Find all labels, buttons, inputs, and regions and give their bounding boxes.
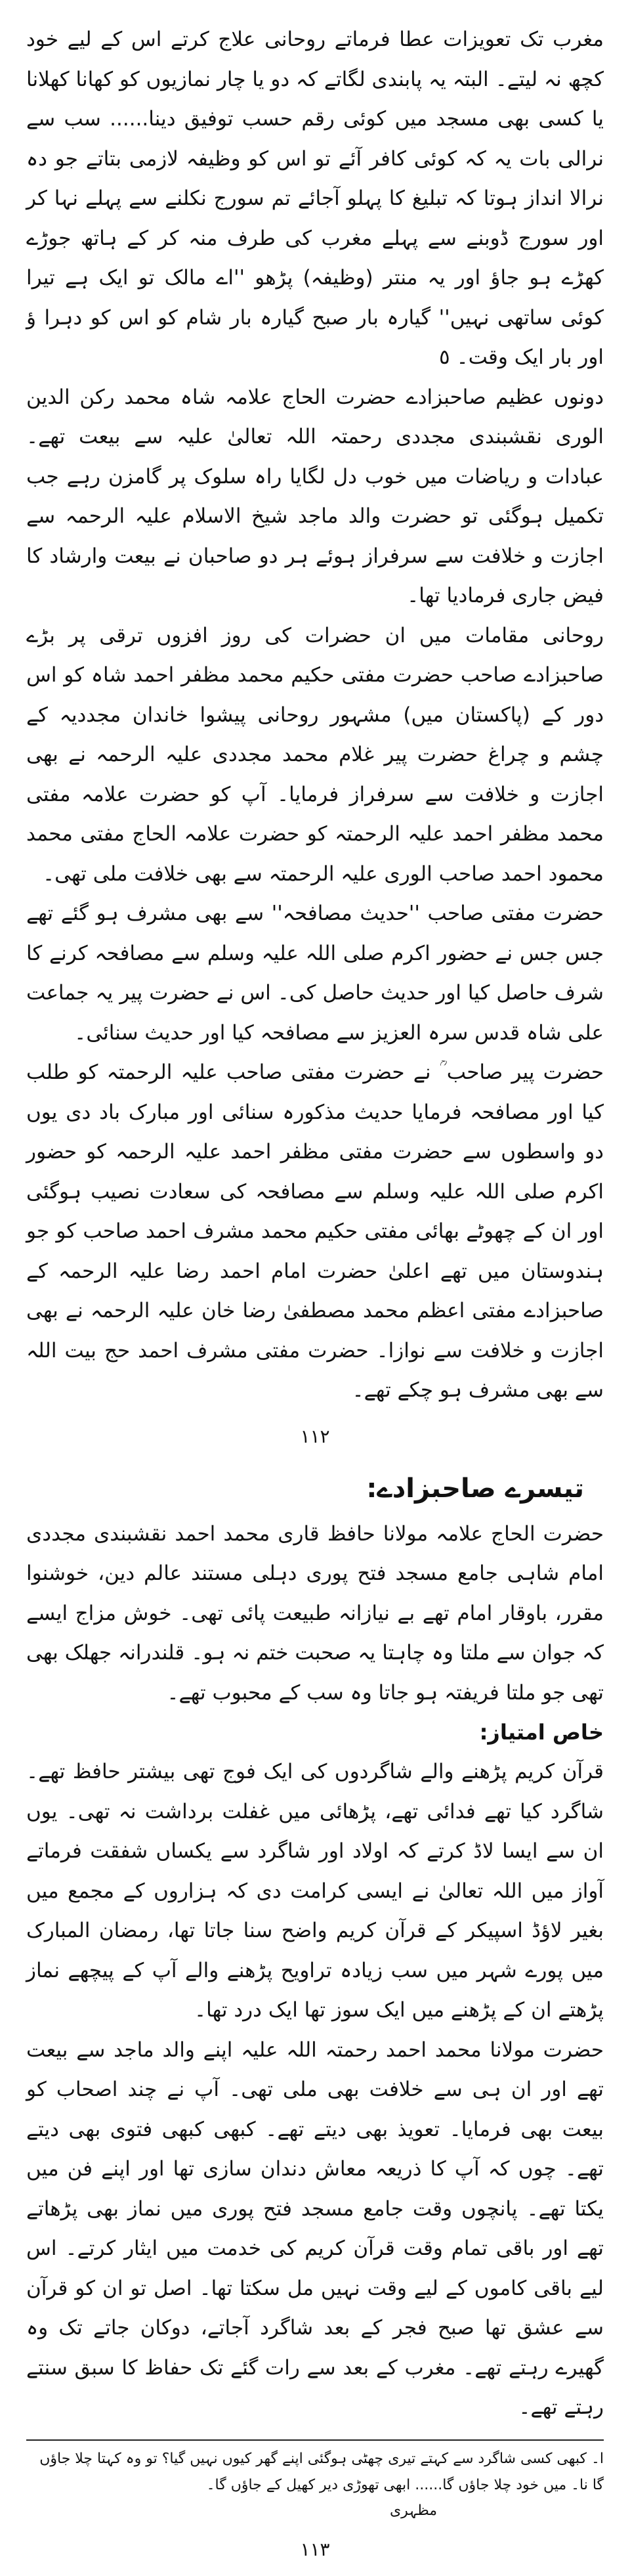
spacer — [26, 2428, 604, 2435]
paragraph: مغرب تک تعویزات عطا فرماتے روحانی علاج کرتے اس کے لیے خود کچھ نہ لیتے۔ البتہ یہ پابندی لگاتے کہ دو یا چار نمازیوں کو کھانا کھلانا یا کسی بھی مسجد میں کوئی رقم حسب توفیق دینا...... سب سے نرالی بات یہ کہ کوئی کافر آئے تو اس کو وظیفہ لازمی بتاتے جو دہ نرالا انداز ہوتا کہ تبلیغ کا پہلو آجائے تم سورج نکلنے سے پہلے نہا کر اور سورج ڈوبنے سے پہلے مغرب کی طرف منہ کر کے ہاتھ جوڑے کھڑے ہو جاؤ اور یہ منتر (وظیفہ) پڑھو ''اے مالک تو ایک ہے تیرا کوئی ساتھی نہیں'' گیارہ بار صبح گیارہ بار شام کو اس کو دہرا ؤ اور بار ایک وقت۔ ٥ — [26, 28, 604, 369]
page-number: ۱۱۲ — [300, 1425, 330, 1447]
section-heading: تیسرے صاحبزادے: — [366, 1473, 584, 1504]
section-third-son — [26, 1463, 604, 2428]
paragraph: قرآن کریم پڑھنے والے شاگردوں کی ایک فوج تھی بیشتر حافظ تھے۔ شاگرد کیا تھے فدائی تھے، پڑھائی میں غفلت برداشت نہ تھی۔ یوں ان سے ایسا لاڈ کرتے کہ اولاد اور شاگرد سے یکساں شفقت فرماتے آواز میں اللہ تعالیٰ نے ایسی کرامت دی کہ ہزاروں کے مجمع میں بغیر لاؤڈ اسپیکر کے قرآن کریم واضح سنا جاتا تھا، رمضان المبارک میں پورے شہر میں سب زیادہ تراویح پڑھنے والے آپ کے پیچھے نماز پڑھتے ان کے پڑھنے میں ایک سوز تھا ایک درد تھا۔ — [26, 1760, 604, 2022]
paragraph: حضرت پیر صاحب ؒ نے حضرت مفتی صاحب علیہ الرحمتہ کو طلب کیا اور مصافحہ فرمایا حدیث مذکورہ سنائی اور مبارک باد دی یوں دو واسطوں سے حضرت مفتی مظفر احمد علیہ الرحمہ کو حضور اکرم صلی اللہ علیہ وسلم سے مصافحہ کی سعادت نصیب ہوگئی اور ان کے چھوٹے بھائی مفتی حکیم محمد مشرف احمد صاحب کو جو ہندوستان میں تھے اعلیٰ حضرت امام احمد رضا علیہ الرحمہ کے صاحبزادے مفتی اعظم محمد مصطفیٰ رضا خان علیہ الرحمہ نے بھی اجازت و خلافت سے نوازا۔ حضرت مفتی مشرف احمد حج بیت اللہ سے بھی مشرف ہو چکے تھے۔ — [26, 1060, 604, 1402]
footnote-divider — [26, 2439, 604, 2441]
section-first — [26, 20, 604, 1410]
footnote-text: ا۔ کبھی کسی شاگرد سے کہتے تیری چھٹی ہوگئی اپنے گھر کیوں نہیں گیا؟ تو وہ کہتا چلا جاؤں گا نا۔ میں خود چلا جاؤں گا...... ابھی تھوڑی دیر کھیل کے جاؤں گا۔ — [39, 2450, 604, 2493]
page-number: ۱۱۳ — [300, 2538, 330, 2560]
footnote-signature: مظہری — [389, 2502, 438, 2519]
paragraph: حضرت مولانا محمد احمد رحمتہ اللہ علیہ اپنے والد ماجد سے بیعت تھے اور ان ہی سے خلافت بھی ملی تھی۔ آپ نے چند اصحاب کو بیعت بھی فرمایا۔ تعویذ بھی دیتے تھے۔ کبھی کبھی فتوی بھی دیتے تھے۔ چوں کہ آپ کا ذریعہ معاش دندان سازی تھا اور اپنے فن میں یکتا تھے۔ پانچوں وقت جامع مسجد فتح پوری میں نماز بھی پڑھاتے تھے اور باقی تمام وقت قرآن کریم کی خدمت میں ایثار کرتے۔ اس لیے باقی کاموں کے لیے وقت نہیں مل سکتا تھا۔ اصل تو ان کو قرآن سے عشق تھا صبح فجر کے بعد شاگرد آجاتے، دوکان جاتے تک وہ گھیرے رہتے تھے۔ مغرب کے بعد سے رات گئے تک حفاظ کا سبق سنتے رہتے تھے۔ — [26, 2038, 604, 2419]
footnote — [26, 2446, 604, 2523]
paragraph: روحانی مقامات میں ان حضرات کی روز افزوں ترقی پر بڑے صاحبزادے صاحب حضرت مفتی حکیم محمد مظفر احمد شاہ کو اس دور کے (پاکستان میں) مشہور روحانی پیشوا خاندان مجددیہ کے چشم و چراغ حضرت پیر غلام محمد مجددی علیہ الرحمہ نے بھی اجازت و خلافت سے سرفراز فرمایا۔ آپ کو حضرت علامہ مفتی محمد مظفر احمد علیہ الرحمتہ کو حضرت علامہ الحاج مفتی محمد محمود احمد صاحب الوری علیہ الرحمتہ سے بھی خلافت ملی تھی۔ — [26, 623, 604, 886]
subheading: خاص امتیاز: — [479, 1720, 604, 1745]
paragraph: حضرت الحاج علامہ مولانا حافظ قاری محمد احمد نقشبندی مجددی امام شاہی جامع مسجد فتح پوری دہلی مستند عالم دین، خوشنوا مقرر، باوقار امام تھے بے نیازانہ طبیعت پائی تھی۔ خوش مزاج ایسے کہ جوان سے ملتا وہ چاہتا یہ صحبت ختم نہ ہو۔ قلندرانہ جھلک بھی تھی جو ملتا فریفتہ ہو جاتا وہ سب کے محبوب تھے۔ — [26, 1521, 604, 1705]
paragraph: دونوں عظیم صاحبزادے حضرت الحاج علامہ شاہ محمد رکن الدین الوری نقشبندی مجددی رحمتہ اللہ تعالیٰ علیہ سے بیعت تھے۔ عبادات و ریاضات میں خوب دل لگایا راہ سلوک پر گامزن رہے جب تکمیل ہوگئی تو حضرت والد ماجد شیخ الاسلام علیہ الرحمہ سے اجازت و خلافت سے سرفراز ہوئے ہر دو صاحبان نے بیعت وارشاد کا فیض جاری فرمادیا تھا۔ — [26, 385, 604, 607]
paragraph: حضرت مفتی صاحب ''حدیث مصافحہ'' سے بھی مشرف ہو گئے تھے جس جس نے حضور اکرم صلی اللہ علیہ وسلم سے مصافحہ کرنے کا شرف حاصل کیا اور حدیث حاصل کی۔ اس نے حضرت پیر یہ جماعت علی شاہ قدس سرہ العزیز سے مصافحہ کیا اور حدیث سنائی۔ — [26, 902, 604, 1045]
